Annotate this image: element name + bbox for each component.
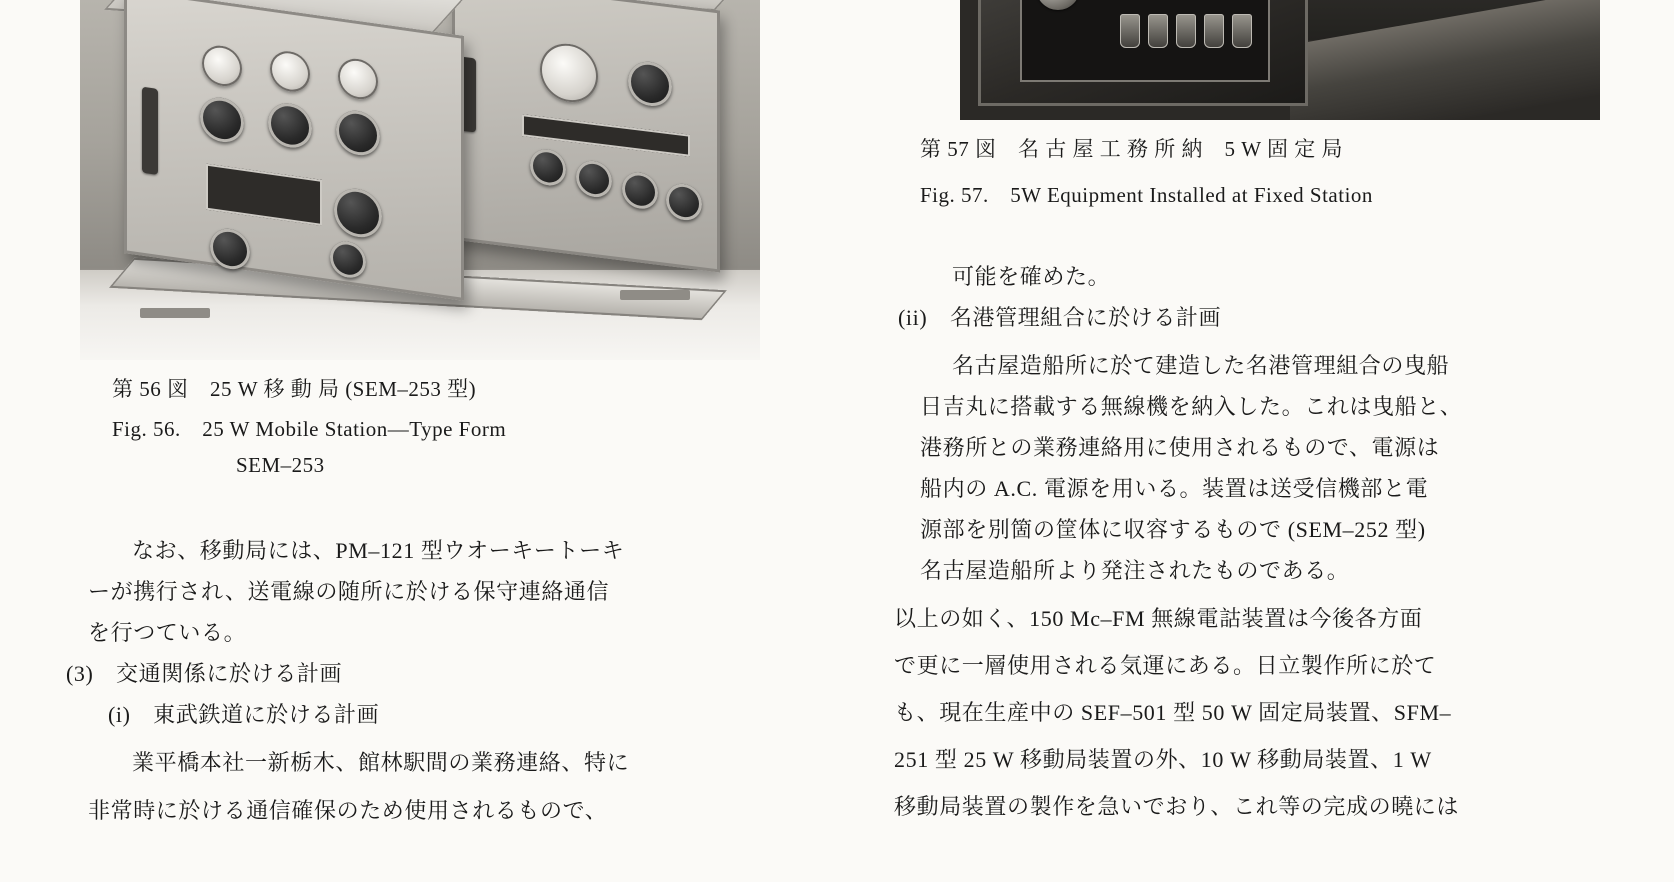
figure-57-caption-en: Fig. 57. 5W Equipment Installed at Fixed Station bbox=[920, 183, 1373, 207]
body-line: 源部を別箇の筐体に収容するもので (SEM–252 型) bbox=[920, 517, 1426, 542]
control-knob bbox=[210, 226, 250, 272]
control-knob bbox=[530, 147, 566, 187]
control-knob bbox=[628, 59, 672, 108]
right-column bbox=[880, 0, 1640, 882]
chassis-handle-icon bbox=[142, 87, 158, 175]
body-line-heading: (i) 東武鉄道に於ける計画 bbox=[108, 702, 380, 727]
vacuum-tube bbox=[1204, 14, 1224, 48]
body-line: 名古屋造船所より発注されたものである。 bbox=[920, 558, 1350, 583]
body-line: 移動局装置の製作を急いでおり、これ等の完成の曉には bbox=[894, 794, 1460, 819]
cabinet-front-panel bbox=[1020, 0, 1270, 82]
control-knob bbox=[576, 159, 612, 199]
vacuum-tube bbox=[1232, 14, 1252, 48]
equipment-cabinet bbox=[978, 0, 1308, 106]
mount-foot bbox=[140, 308, 210, 318]
meter-bezel bbox=[1036, 0, 1080, 10]
control-knob bbox=[200, 95, 244, 145]
control-knob bbox=[334, 186, 382, 241]
vacuum-tube bbox=[1120, 14, 1140, 48]
control-knob bbox=[666, 182, 702, 222]
body-line: も、現在生産中の SEF–501 型 50 W 固定局装置、SFM– bbox=[894, 700, 1452, 725]
control-knob bbox=[336, 108, 380, 158]
meter-dial bbox=[270, 49, 310, 95]
body-line: 251 型 25 W 移動局装置の外、10 W 移動局装置、1 W bbox=[894, 747, 1432, 772]
figure-56-caption-jp: 第 56 図 25 W 移 動 局 (SEM–253 型) bbox=[112, 377, 477, 401]
body-line: で更に一層使用される気運にある。日立製作所に於て bbox=[894, 653, 1437, 678]
body-line-heading: (3) 交通関係に於ける計画 bbox=[66, 661, 343, 686]
nameplate bbox=[206, 164, 322, 226]
vacuum-tube bbox=[1148, 14, 1168, 48]
meter-dial bbox=[540, 40, 598, 105]
body-line: なお、移動局には、PM–121 型ウオーキートーキ bbox=[132, 538, 625, 563]
body-line: を行つている。 bbox=[88, 620, 247, 645]
left-column bbox=[60, 0, 820, 882]
control-knob bbox=[268, 100, 312, 150]
body-line: 可能を確めた。 bbox=[952, 264, 1111, 289]
right-chassis bbox=[452, 0, 720, 272]
body-line: 港務所との業務連絡用に使用されるもので、電源は bbox=[920, 435, 1440, 460]
figure-57-caption-jp: 第 57 図 名 古 屋 工 務 所 納 5 W 固 定 局 bbox=[920, 137, 1343, 161]
control-knob bbox=[622, 170, 658, 210]
meter-dial bbox=[338, 56, 378, 102]
body-line: ーが携行され、送電線の随所に於ける保守連絡通信 bbox=[88, 579, 610, 604]
body-line: 業平橋本社一新栃木、館林駅間の業務連絡、特に bbox=[132, 750, 630, 775]
figure-56-caption-en-line1: Fig. 56. 25 W Mobile Station—Type Form bbox=[112, 417, 507, 441]
body-line: 以上の如く、150 Mc–FM 無線電詁装置は今後各方面 bbox=[894, 606, 1423, 631]
vacuum-tube bbox=[1176, 14, 1196, 48]
figure-56-caption-en-line2: SEM–253 bbox=[236, 453, 325, 477]
left-chassis bbox=[124, 0, 464, 301]
figure-57-photo bbox=[960, 0, 1600, 120]
figure-56-photo bbox=[80, 0, 760, 360]
control-knob bbox=[330, 239, 366, 280]
body-line: 名古屋造船所に於て建造した名港管理組合の曳船 bbox=[952, 353, 1450, 378]
mount-foot bbox=[620, 290, 690, 300]
body-line: 非常時に於ける通信確保のため使用されるもので、 bbox=[88, 798, 608, 823]
meter-dial bbox=[202, 43, 242, 89]
body-line: 日吉丸に搭載する無線機を納入した。これは曳船と、 bbox=[920, 394, 1463, 419]
body-line: 船内の A.C. 電源を用いる。装置は送受信機部と電 bbox=[920, 476, 1429, 501]
body-line-heading: (ii) 名港管理組合に於ける計画 bbox=[898, 305, 1222, 330]
